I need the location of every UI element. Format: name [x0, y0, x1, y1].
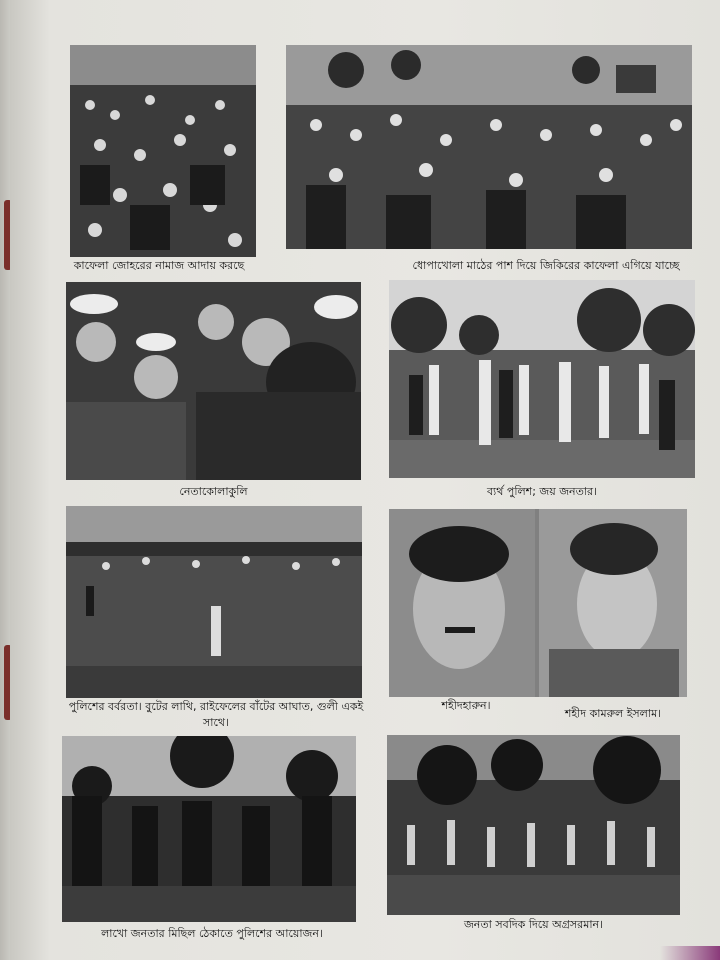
leaders-embrace-photo: [66, 282, 361, 480]
crowd-street-photo: [389, 280, 695, 478]
caption-prayer: কাফেলা জোহরের নামাজ আদায় করছে: [73, 259, 245, 272]
caption-martyr-kamrul: শহীদ কামরুল ইসলাম।: [564, 707, 662, 720]
crowd-prayer-photo: [70, 45, 256, 257]
caption-police-arrangement: লাখো জনতার মিছিল ঠেকাতে পুলিশের আয়োজন।: [101, 927, 323, 940]
police-field-photo: [66, 506, 362, 698]
caption-crowd-advancing: জনতা সবদিক দিয়ে অগ্রসরমান।: [463, 918, 604, 931]
police-trees-photo: [62, 736, 356, 922]
document-page: [10, 0, 720, 960]
caption-crowd-street: ব্যর্থ পুলিশ; জয় জনতার।: [486, 485, 598, 498]
caption-police-brutality: পুলিশের বর্বরতা। বুটের লাথি, রাইফেলের বাঁটের আঘাত, গুলী একই সাথে।: [68, 700, 364, 729]
procession-field-photo: [286, 45, 692, 249]
caption-martyr-harun: শহীদহারুন।: [441, 699, 491, 712]
martyrs-portraits-photo: [389, 509, 687, 697]
caption-leaders: নেতাকোলাকুলি: [179, 485, 248, 498]
caption-procession: ধোপাখোলা মাঠের পাশ দিয়ে জিকিরের কাফেলা এগিয়ে যাচ্ছে: [412, 259, 680, 272]
crowd-advancing-photo: [387, 735, 680, 915]
page-corner-shadow: [660, 946, 720, 960]
